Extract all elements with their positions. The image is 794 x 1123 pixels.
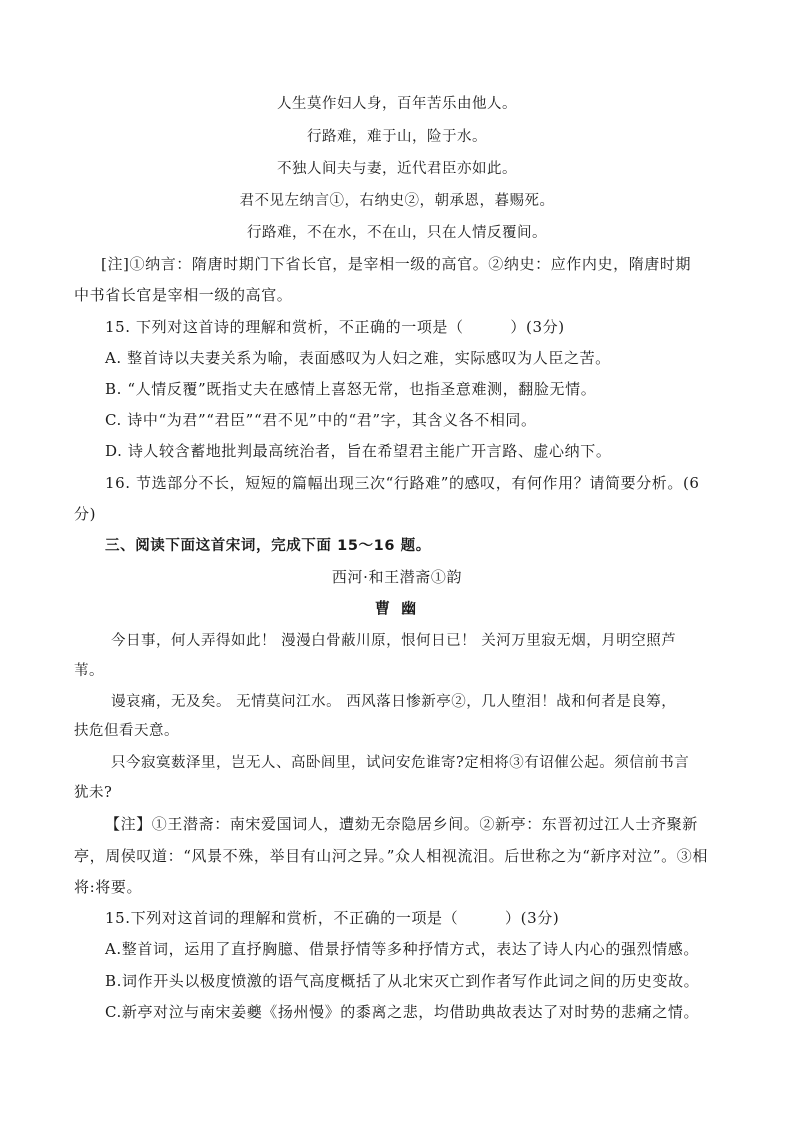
poem-line: 君不见左纳言①，右纳史②，朝承恩，暮赐死。: [239, 193, 555, 209]
question-15a-stem: 15. 下列对这首诗的理解和赏析，不正确的一项是（ ）(3分): [105, 318, 565, 336]
question-16a-cont: 分): [74, 505, 97, 523]
question-16a: 16. 节选部分不长，短短的篇幅出现三次“行路难”的感叹，有何作用？请简要分析。(6: [105, 474, 700, 492]
ci-paragraph-3-cont: 犹未?: [74, 785, 113, 801]
ci-paragraph-3: 只今寂寞薮泽里，岂无人、高卧闾里，试问安危谁寄?定相将③有诏催公起。须信前书言: [111, 755, 690, 771]
ci-paragraph-2-cont: 扶危但看天意。: [74, 723, 179, 739]
ci-note-cont: 亭，周侯叹道：“风景不殊，举目有山河之异。”众人相视流泪。后世称之为“新序对泣”。③相: [74, 847, 708, 865]
question-15b-stem: 15.下列对这首词的理解和赏析，不正确的一项是（ ）(3分): [105, 909, 560, 927]
poem-note-cont: 中书省长官是宰相一级的高官。: [74, 286, 293, 304]
poem-line: 不独人间夫与妻，近代君臣亦如此。: [277, 161, 517, 177]
option-c: C.新亭对泣与南宋姜夔《扬州慢》的黍离之悲，均借助典故表达了对时势的悲痛之情。: [105, 1003, 700, 1021]
ci-note-cont: 将:将要。: [74, 878, 143, 896]
poem-line: 行路难，难于山，险于水。: [307, 129, 487, 145]
ci-paragraph-1: 今日事，何人弄得如此！ 漫漫白骨蔽川原，恨何日已！ 关河万里寂无烟，月明空照芦: [111, 633, 677, 649]
option-a: A.整首词，运用了直抒胸臆、借景抒情等多种抒情方式，表达了诗人内心的强烈情感。: [105, 940, 700, 958]
ci-note: 【注】①王潜斋：南宋爱国词人，遭劾无奈隐居乡间。②新亭：东晋初过江人士齐聚新: [105, 815, 698, 833]
option-c: C. 诗中“为君”“君臣”“君不见”中的“君”字，其含义各不相同。: [105, 411, 537, 429]
ci-paragraph-2: 谩哀痛，无及矣。 无情莫问江水。 西风落日惨新亭②，几人堕泪！战和何者是良筹，: [111, 694, 677, 710]
option-d: D. 诗人较含蓄地批判最高统治者，旨在希望君主能广开言路、虚心纳下。: [105, 442, 612, 460]
ci-paragraph-1-cont: 苇。: [74, 663, 104, 679]
poem-note: [注]①纳言：隋唐时期门下省长官，是宰相一级的高官。②纳史：应作内史，隋唐时期: [101, 255, 692, 273]
ci-title: 西河·和王潜斋①韵: [331, 568, 463, 586]
option-b: B. “人情反覆”既指丈夫在感情上喜怒无常，也指圣意难测，翻脸无情。: [105, 380, 597, 398]
option-a: A. 整首诗以夫妻关系为喻，表面感叹为人妇之难，实际感叹为人臣之苦。: [105, 349, 611, 367]
poem-line: 行路难，不在水，不在山，只在人情反覆间。: [247, 225, 547, 241]
option-b: B.词作开头以极度愤激的语气高度概括了从北宋灭亡到作者写作此词之间的历史变故。: [105, 972, 700, 990]
poem-line: 人生莫作妇人身，百年苦乐由他人。: [277, 96, 517, 112]
section-heading: 三、阅读下面这首宋词，完成下面 15～16 题。: [105, 538, 431, 554]
ci-author: 曹 幽: [374, 599, 420, 617]
